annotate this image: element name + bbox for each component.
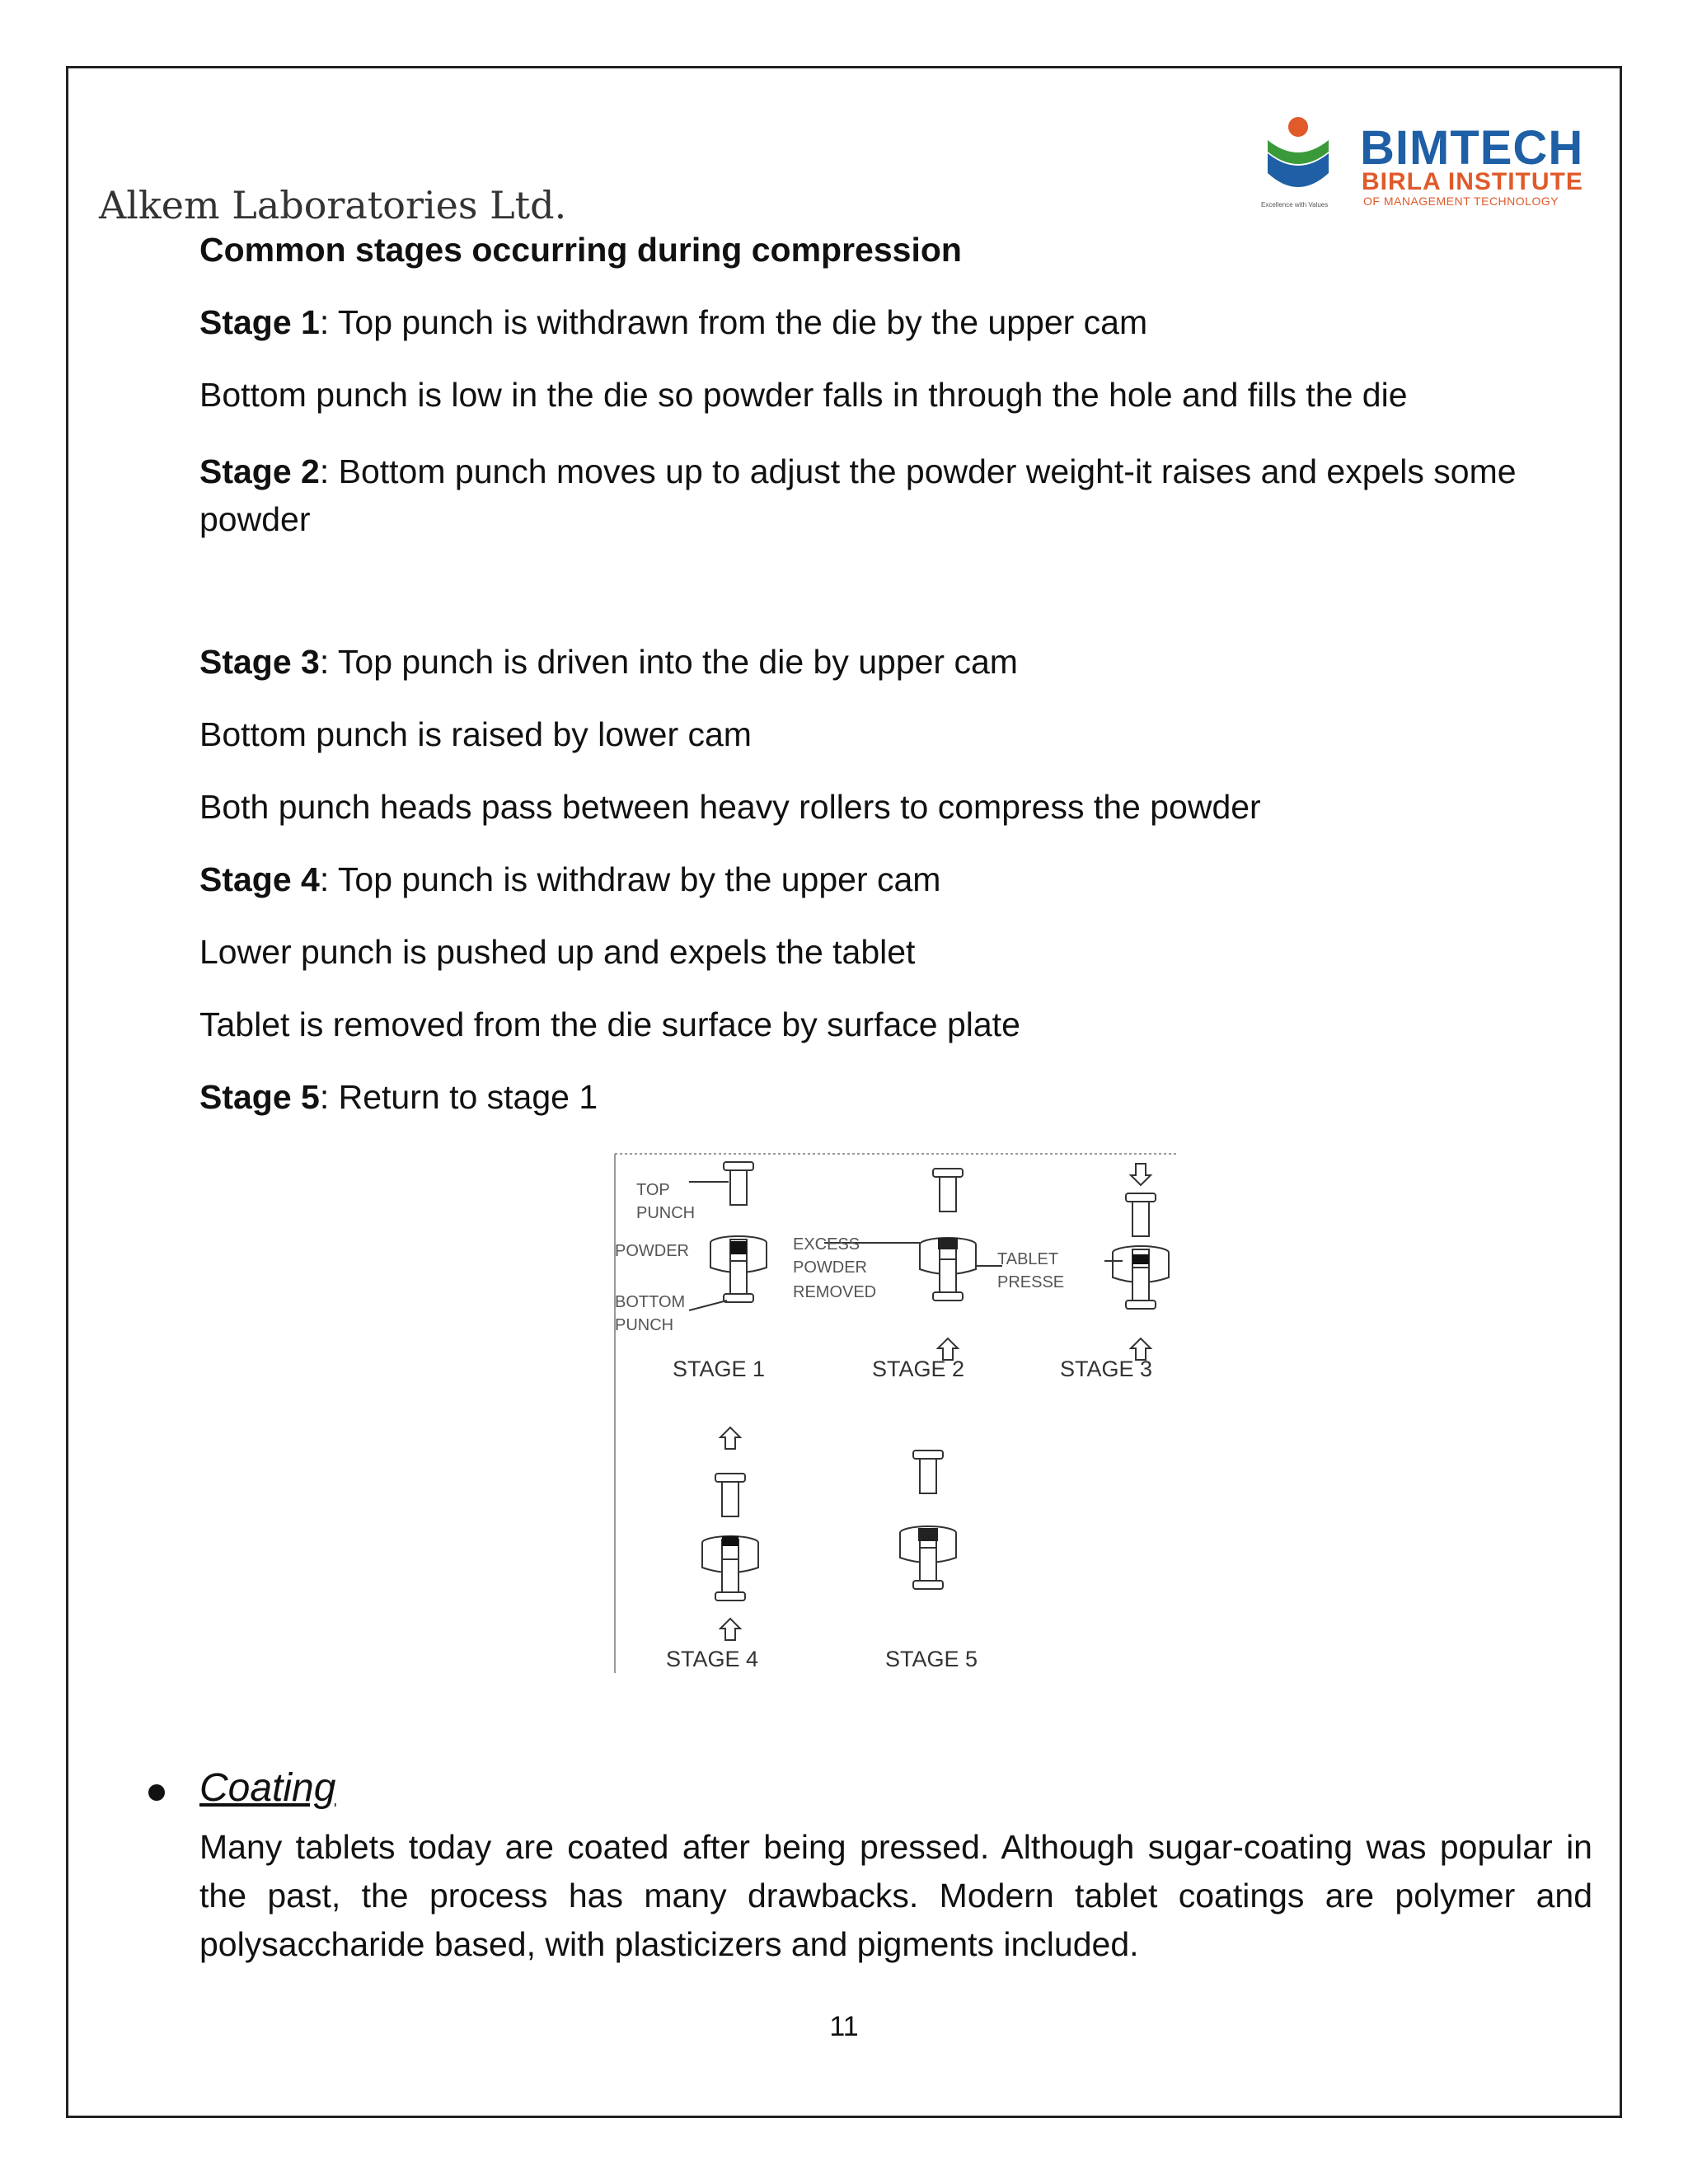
stage4-caption: STAGE 4 [666, 1647, 759, 1671]
label-excess-2: POWDER [793, 1258, 867, 1277]
stage1-caption: STAGE 1 [673, 1357, 766, 1381]
stage3-line [199, 643, 1018, 682]
logo-title: BIMTECH [1360, 121, 1584, 175]
stage1-line2: Bottom punch is low in the die so powder falls in through the hole and fills the die [199, 376, 1408, 414]
page-number: 11 [829, 2011, 859, 2042]
stage3-line3: Both punch heads pass between heavy rollers to compress the powder [199, 788, 1261, 826]
coating-paragraph: Many tablets today are coated after being pressed. Although sugar-coating was popular in the past, the process has many drawbacks. Modern tablet coatings are polymer and polysaccharide based, with plasticizers and pigments included. [199, 1828, 1592, 1963]
label-excess-1: EXCESS [793, 1235, 860, 1254]
stage3-figure [1104, 1164, 1169, 1360]
stage1-line [199, 303, 1147, 342]
company-name: Alkem Laboratories Ltd. [99, 183, 567, 227]
section-heading: Common stages occurring during compression [199, 231, 962, 269]
stage2-paragraph [199, 448, 1592, 543]
bullet-icon [148, 1784, 165, 1801]
stage5-caption: STAGE 5 [885, 1647, 978, 1671]
label-bottom-punch-1: BOTTOM [615, 1293, 686, 1311]
logo-subtitle: BIRLA INSTITUTE [1362, 168, 1583, 195]
stage5-figure [900, 1451, 956, 1589]
stage4-line [199, 860, 940, 899]
label-top-punch-2: PUNCH [636, 1204, 696, 1222]
label-excess-3: REMOVED [793, 1283, 877, 1301]
label-top-punch-1: TOP [636, 1181, 670, 1199]
coating-title: Coating [199, 1766, 336, 1810]
stage5-line [199, 1078, 598, 1117]
stage4-text: : Top punch is withdraw by the upper cam [319, 860, 941, 898]
stage1-text: : Top punch is withdrawn from the die by the upper cam [319, 303, 1148, 341]
label-powder: POWDER [615, 1242, 689, 1260]
stage5-text: : Return to stage 1 [319, 1078, 598, 1116]
stage3-caption: STAGE 3 [1060, 1357, 1153, 1381]
bimtech-emblem-icon [1261, 115, 1352, 206]
stage4-line3: Tablet is removed from the die surface by surface plate [199, 1005, 1020, 1043]
stage2-text: : Bottom punch moves up to adjust the powder weight-it raises and expels some powder [199, 452, 1517, 538]
stage5-label: Stage 5 [199, 1078, 320, 1116]
logo-subtitle-2: OF MANAGEMENT TECHNOLOGY [1363, 194, 1559, 208]
logo-tagline: Excellence with Values [1261, 201, 1329, 209]
stage3-line2: Bottom punch is raised by lower cam [199, 715, 752, 753]
compression-stages-diagram [613, 1152, 1177, 1673]
bimtech-logo [1261, 115, 1591, 214]
stage2-label: Stage 2 [199, 452, 320, 490]
stage1-figure [689, 1162, 767, 1310]
label-bottom-punch-2: PUNCH [615, 1316, 674, 1334]
stage1-label: Stage 1 [199, 303, 320, 341]
label-tablet-1: TABLET [997, 1250, 1059, 1268]
stage3-text: : Top punch is driven into the die by upper cam [319, 643, 1018, 681]
stage4-label: Stage 4 [199, 860, 320, 898]
stage4-figure [702, 1427, 758, 1640]
stage4-line2: Lower punch is pushed up and expels the tablet [199, 933, 916, 971]
stage3-label: Stage 3 [199, 643, 320, 681]
label-tablet-2: PRESSE [997, 1273, 1065, 1291]
stage2-caption: STAGE 2 [872, 1357, 965, 1381]
